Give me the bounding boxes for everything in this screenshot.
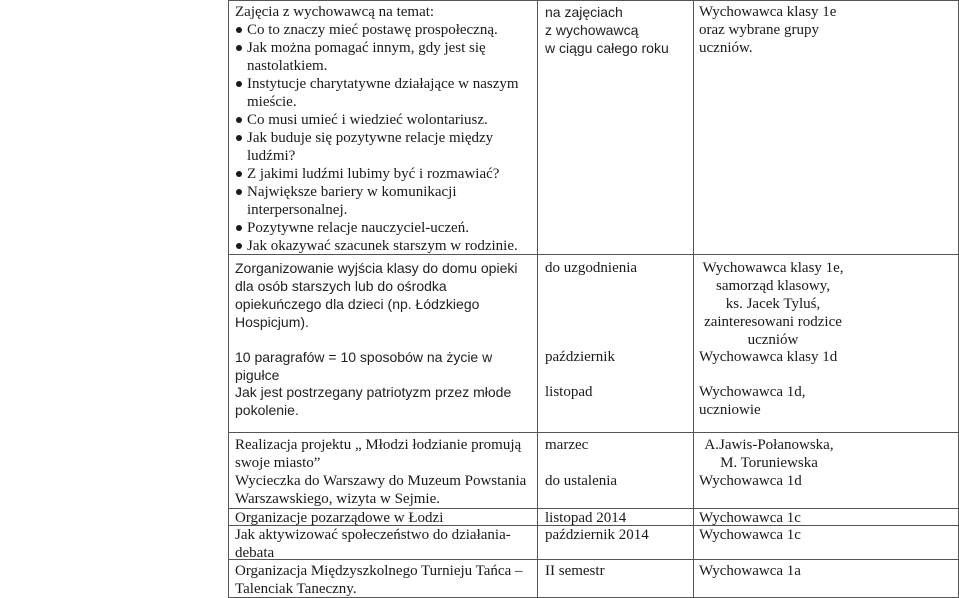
list-item: Co musi umieć i wiedzieć wolontariusz. (235, 111, 533, 129)
date-cell: do uzgodnienia (545, 260, 638, 276)
responsible-cell: Wychowawca 1d (699, 473, 802, 489)
responsible-cell: Wychowawca 1c (699, 527, 801, 543)
list-item: Jak można pomagać innym, gdy jest się nastolatkiem. (235, 39, 533, 75)
list-item: Pozytywne relacje nauczyciel-uczeń. (235, 219, 533, 237)
task-cell: Zorganizowanie wyjścia klasy do domu opieki dla osób starszych lub do ośrodka opiekuńczego dla dzieci (np. Łódzkiego Hospicjum). (235, 260, 518, 330)
column-divider (537, 0, 538, 598)
responsible-cell: Wychowawca klasy 1d (699, 349, 838, 365)
topics-list (235, 21, 533, 255)
task-cell: Jak jest postrzegany patriotyzm przez młode pokolenie. (235, 384, 512, 418)
date-cell: listopad (545, 384, 593, 400)
list-item: Co to znaczy mieć postawę prospołeczną. (235, 21, 533, 39)
responsible-cell: Wychowawca klasy 1e, samorząd klasowy, ks. Jacek Tyluś, zainteresowani rodzice uczniów (702, 260, 844, 348)
list-item: Największe bariery w komunikacji interpersonalnej. (235, 183, 533, 219)
task-cell: Organizacje pozarządowe w Łodzi (235, 510, 444, 526)
date-cell: II semestr (545, 563, 605, 579)
list-item: Instytucje charytatywne działające w naszym mieście. (235, 75, 533, 111)
list-item: Jak buduje się pozytywne relacje między ludźmi? (235, 129, 533, 165)
date-cell: listopad 2014 (545, 510, 627, 526)
task-cell: Wycieczka do Warszawy do Muzeum Powstania Warszawskiego, wizyta w Sejmie. (235, 473, 527, 507)
row-divider (228, 432, 959, 433)
list-item: Jak okazywać szacunek starszym w rodzinie. (235, 237, 533, 255)
responsible-cell: Wychowawca 1c (699, 510, 801, 526)
task-cell: Realizacja projektu „ Młodzi łodzianie promują swoje miasto” (235, 437, 522, 471)
responsible-cell: Wychowawca klasy 1e oraz wybrane grupy uczniów. (699, 4, 837, 56)
list-item: Z jakimi ludźmi lubimy być i rozmawiać? (235, 165, 533, 183)
date-cell: do ustalenia (545, 473, 618, 489)
task-cell: Organizacja Międzyszkolnego Turnieju Tańca – Talenciak Taneczny. (235, 563, 523, 597)
date-cell: na zajęciach z wychowawcą w ciągu całego roku (545, 4, 669, 56)
date-cell: październik 2014 (545, 527, 649, 543)
date-cell: marzec (545, 437, 589, 453)
responsible-cell: Wychowawca 1d, uczniowie (699, 384, 806, 418)
responsible-cell: Wychowawca 1a (699, 563, 801, 579)
table-border-top (228, 0, 959, 1)
task-cell: Jak aktywizować społeczeństwo do działania-debata (235, 527, 511, 561)
column-divider (693, 0, 694, 598)
responsible-cell: A.Jawis-Połanowska, M. Toruniewska (704, 437, 834, 471)
date-cell: październik (545, 349, 615, 365)
topics-title: Zajęcia z wychowawcą na temat: (235, 4, 435, 20)
topics-cell (235, 3, 533, 255)
table-border-left (228, 0, 229, 598)
task-cell: 10 paragrafów = 10 sposobów na życie w pigułce (235, 349, 493, 383)
